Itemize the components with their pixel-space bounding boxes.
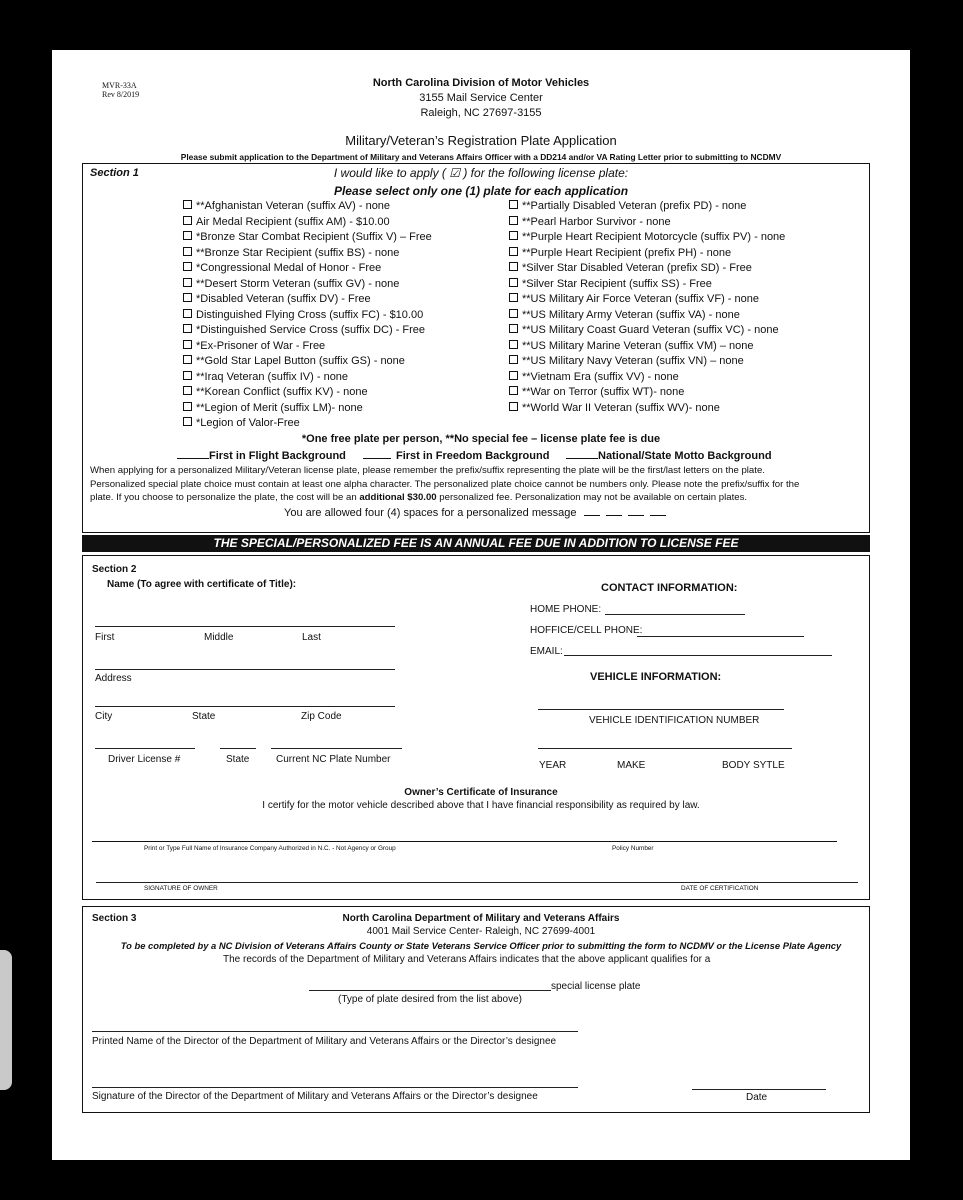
checkbox-icon[interactable] (183, 371, 192, 380)
plate-option-label: **Legion of Merit (suffix LM)- none (196, 401, 363, 414)
plate-option[interactable] (183, 355, 405, 367)
apply-line: I would like to apply ( ☑ ) for the following license plate: (333, 166, 629, 180)
form-page (52, 50, 910, 1160)
plate-option-label: *Bronze Star Combat Recipient (Suffix V) – Free (196, 231, 432, 243)
last-name-label: Last (302, 632, 321, 643)
plate-option[interactable] (183, 417, 300, 429)
plate-number-label: Current NC Plate Number (276, 754, 391, 765)
checkbox-icon[interactable] (509, 371, 518, 380)
plate-option-label: **Gold Star Lapel Button (suffix GS) - none (196, 355, 405, 367)
body-style-label: BODY SYTLE (722, 760, 785, 771)
plate-option-label: **War on Terror (suffix WT)- none (522, 386, 685, 398)
plate-option[interactable] (509, 293, 759, 305)
middle-name-label: Middle (204, 632, 234, 643)
plate-option-label: **Afghanistan Veteran (suffix AV) - none (196, 200, 391, 212)
agency-address-2: Raleigh, NC 27697-3155 (420, 107, 542, 119)
checkbox-icon[interactable] (183, 247, 192, 256)
checkbox-icon[interactable] (183, 417, 192, 426)
insurance-heading: Owner’s Certificate of Insurance (404, 787, 558, 798)
checkbox-icon[interactable] (509, 402, 518, 411)
plate-option[interactable] (509, 309, 740, 321)
email-label: EMAIL: (530, 646, 563, 657)
dl-state-label: State (226, 754, 250, 765)
plate-option-label: *Distinguished Service Cross (suffix DC) - Free (196, 324, 426, 336)
plate-option[interactable] (183, 386, 368, 398)
plate-option[interactable] (509, 340, 754, 352)
plate-option-label: **Iraq Veteran (suffix IV) - none (196, 370, 349, 383)
records-statement: The records of the Department of Military and Veterans Affairs indicates that the above applicant qualifies for a (223, 954, 711, 965)
plate-option-label: **Korean Conflict (suffix KV) - none (196, 386, 368, 398)
background-national-motto[interactable] (566, 450, 772, 462)
plate-option-label: *Legion of Valor-Free (196, 417, 300, 429)
background-national-motto-label: National/State Motto Background (598, 450, 772, 462)
section-2-label: Section 2 (92, 564, 137, 575)
dmva-name: North Carolina Department of Military and Veterans Affairs (342, 913, 620, 924)
contact-info-heading: CONTACT INFORMATION: (601, 582, 738, 594)
plate-option[interactable] (183, 247, 399, 259)
background-first-in-freedom[interactable] (363, 450, 549, 462)
owner-signature-input-line[interactable] (96, 882, 858, 883)
plate-option-label: **US Military Navy Veteran (suffix VN) – none (522, 355, 744, 367)
zip-label: Zip Code (301, 711, 342, 722)
office-phone-label: HOFFICE/CELL PHONE: (530, 625, 643, 636)
background-first-in-flight[interactable] (177, 450, 346, 462)
checkbox-icon[interactable] (509, 355, 518, 364)
form-title: Military/Veteran’s Registration Plate Application (345, 133, 617, 148)
annual-fee-banner: THE SPECIAL/PERSONALIZED FEE IS AN ANNUAL FEE DUE IN ADDITION TO LICENSE FEE (82, 535, 870, 552)
officer-instruction: To be completed by a NC Division of Veterans Affairs County or State Veterans Service Officer prior to submitting the form to NCDMV or the License Plate Agency (120, 940, 842, 951)
checkbox-icon[interactable] (509, 340, 518, 349)
personalization-para-2: Personalized special plate choice must contain at least one alpha character. The personalized plate choice cannot be numbers only. Please note the prefix/suffix for the (90, 479, 800, 490)
plate-option[interactable] (509, 262, 752, 274)
office-phone-input-line[interactable] (637, 636, 804, 637)
plate-option[interactable] (183, 309, 423, 321)
personalization-para-3: plate. If you choose to personalize the plate, the cost will be an additional $30.00 personalized fee. Personalization may not be available on certain plates. (90, 492, 748, 503)
checkbox-icon[interactable] (509, 386, 518, 395)
checkbox-icon[interactable] (183, 231, 192, 240)
year-label: YEAR (539, 760, 567, 771)
plate-option[interactable] (509, 386, 684, 398)
section-1-label: Section 1 (90, 167, 139, 179)
plate-option-label: *Disabled Veteran (suffix DV) - Free (196, 293, 371, 305)
plate-option[interactable] (509, 200, 746, 212)
checkbox-icon[interactable] (183, 386, 192, 395)
checkbox-icon[interactable] (183, 262, 192, 271)
background-first-in-freedom-label: First in Freedom Background (396, 450, 550, 462)
home-phone-label: HOME PHONE: (530, 604, 602, 615)
plate-option-label: **Bronze Star Recipient (suffix BS) - none (196, 246, 400, 259)
plate-option[interactable] (183, 293, 371, 305)
plate-option[interactable] (509, 247, 731, 259)
plate-option-label: *Silver Star Disabled Veteran (prefix SD) - Free (522, 262, 752, 274)
plate-option-label: *Congressional Medal of Honor - Free (196, 262, 382, 274)
plate-option-label: **US Military Marine Veteran (suffix VM) – none (522, 339, 754, 352)
plate-option[interactable] (183, 262, 381, 274)
plate-option[interactable] (183, 371, 348, 383)
name-input-line[interactable] (95, 626, 395, 627)
dmva-address: 4001 Mail Service Center- Raleigh, NC 27699-4001 (366, 926, 596, 937)
additional-fee: additional $30.00 (359, 492, 437, 503)
policy-number-label: Policy Number (612, 845, 654, 852)
checkbox-icon[interactable] (509, 200, 518, 209)
plate-option-label: **US Military Army Veteran (suffix VA) - none (522, 308, 740, 321)
vin-label: VEHICLE IDENTIFICATION NUMBER (589, 715, 760, 726)
year-make-body-input-line[interactable] (538, 748, 792, 749)
address-input-line[interactable] (95, 669, 395, 670)
vin-input-line[interactable] (538, 709, 784, 710)
insurance-statement: I certify for the motor vehicle described above that I have financial responsibility as required by law. (262, 800, 700, 811)
plate-option[interactable] (509, 278, 712, 290)
agency-name: North Carolina Division of Motor Vehicles (372, 77, 590, 89)
form-revision: Rev 8/2019 (102, 90, 140, 99)
plate-option[interactable] (183, 324, 425, 336)
state-label: State (192, 711, 216, 722)
vehicle-info-heading: VEHICLE INFORMATION: (590, 671, 722, 683)
director-signature-label: Signature of the Director of the Department of Military and Veterans Affairs or the Director’s designee (92, 1091, 538, 1102)
checkbox-icon[interactable] (509, 216, 518, 225)
plate-option[interactable] (509, 216, 671, 228)
plate-option[interactable] (509, 402, 720, 414)
plate-option-label: **Purple Heart Recipient (prefix PH) - none (522, 246, 732, 259)
email-input-line[interactable] (564, 655, 832, 656)
plate-option-label: **Pearl Harbor Survivor - none (522, 215, 671, 228)
personalized-message-spaces: You are allowed four (4) spaces for a personalized message (284, 507, 666, 519)
city-state-zip-input-line[interactable] (95, 706, 395, 707)
checkbox-icon[interactable] (183, 200, 192, 209)
plate-option-label: **Purple Heart Recipient Motorcycle (suffix PV) - none (522, 231, 786, 243)
owner-signature-label: SIGNATURE OF OWNER (144, 885, 218, 892)
address-label: Address (95, 673, 132, 684)
plate-option[interactable] (183, 200, 390, 212)
checkbox-icon[interactable] (183, 340, 192, 349)
plate-option-label: **Desert Storm Veteran (suffix GV) - none (196, 277, 400, 290)
plate-option-label: **US Military Air Force Veteran (suffix VF) - none (522, 293, 759, 305)
checkbox-icon[interactable] (509, 262, 518, 271)
plate-option-label: Distinguished Flying Cross (suffix FC) - $10.00 (196, 308, 424, 321)
plate-option[interactable] (183, 340, 325, 352)
checkbox-icon[interactable] (509, 293, 518, 302)
checkbox-icon[interactable] (183, 324, 192, 333)
plate-option[interactable] (183, 402, 363, 414)
insurance-company-input-line[interactable] (92, 841, 837, 842)
owner-name-label: Name (To agree with certificate of Title): (107, 579, 297, 590)
checkbox-icon[interactable] (509, 278, 518, 287)
director-signature-input-line[interactable] (92, 1087, 578, 1088)
section-3-label: Section 3 (92, 913, 137, 924)
checkbox-icon[interactable] (183, 216, 192, 225)
checkbox-icon[interactable] (183, 278, 192, 287)
driver-license-input-line[interactable] (95, 748, 195, 749)
personalization-para-1: When applying for a personalized Military/Veteran license plate, please remember the prefix/suffix representing the plate will be the first/last letters on the plate. (90, 465, 765, 476)
background-first-in-flight-label: First in Flight Background (209, 450, 346, 462)
form-code: MVR-33A (102, 81, 137, 90)
first-name-label: First (95, 632, 115, 643)
checkbox-icon[interactable] (183, 309, 192, 318)
checkbox-icon[interactable] (509, 309, 518, 318)
checkbox-icon[interactable] (183, 402, 192, 411)
plate-type-hint: (Type of plate desired from the list above) (338, 994, 522, 1005)
plate-option-label: *Ex-Prisoner of War - Free (196, 339, 326, 352)
plate-option-label: **US Military Coast Guard Veteran (suffix VC) - none (522, 324, 779, 336)
plate-option-label: Air Medal Recipient (suffix AM) - $10.00 (196, 215, 390, 228)
make-label: MAKE (617, 760, 646, 771)
plate-option[interactable] (509, 231, 785, 243)
scroll-handle[interactable] (0, 950, 12, 1090)
checkbox-icon[interactable] (509, 247, 518, 256)
date-input-line[interactable] (692, 1089, 826, 1090)
plate-option[interactable] (183, 231, 432, 243)
plate-option[interactable] (183, 278, 399, 290)
home-phone-input-line[interactable] (605, 614, 745, 615)
plate-option[interactable] (509, 324, 779, 336)
plate-option-label: **World War II Veteran (suffix WV)- none (522, 401, 720, 414)
plate-option-label: *Silver Star Recipient (suffix SS) - Free (522, 277, 712, 290)
plate-option-label: **Vietnam Era (suffix VV) - none (522, 370, 679, 383)
driver-license-label: Driver License # (108, 754, 181, 765)
checkbox-icon[interactable] (509, 324, 518, 333)
special-plate-label: special license plate (551, 981, 641, 992)
date-label: Date (746, 1092, 768, 1103)
checkbox-icon[interactable] (509, 231, 518, 240)
director-printed-name-label: Printed Name of the Director of the Department of Military and Veterans Affairs or the Director’s designee (92, 1036, 557, 1047)
section-3-box (82, 906, 870, 1113)
insurance-company-label: Print or Type Full Name of Insurance Company Authorized in N.C. - Not Agency or Group (144, 845, 396, 852)
plate-option-label: **Partially Disabled Veteran (prefix PD) - none (522, 200, 747, 212)
checkbox-icon[interactable] (183, 293, 192, 302)
plate-option[interactable] (183, 216, 390, 228)
plate-number-input-line[interactable] (271, 748, 402, 749)
certification-date-label: DATE OF CERTIFICATION (681, 885, 759, 892)
submission-instruction: Please submit application to the Department of Military and Veterans Affairs Officer with a DD214 and/or VA Rating Letter prior to submitting to NCDMV (180, 152, 782, 162)
agency-address-1: 3155 Mail Service Center (419, 92, 543, 104)
select-line: Please select only one (1) plate for each application (333, 184, 629, 198)
checkbox-icon[interactable] (183, 355, 192, 364)
director-printed-name-input-line[interactable] (92, 1031, 578, 1032)
plate-option[interactable] (509, 355, 744, 367)
dl-state-input-line[interactable] (220, 748, 256, 749)
plate-option[interactable] (509, 371, 679, 383)
plate-type-input-line[interactable] (309, 990, 551, 991)
fee-note: *One free plate per person, **No special fee – license plate fee is due (301, 433, 661, 445)
city-label: City (95, 711, 113, 722)
